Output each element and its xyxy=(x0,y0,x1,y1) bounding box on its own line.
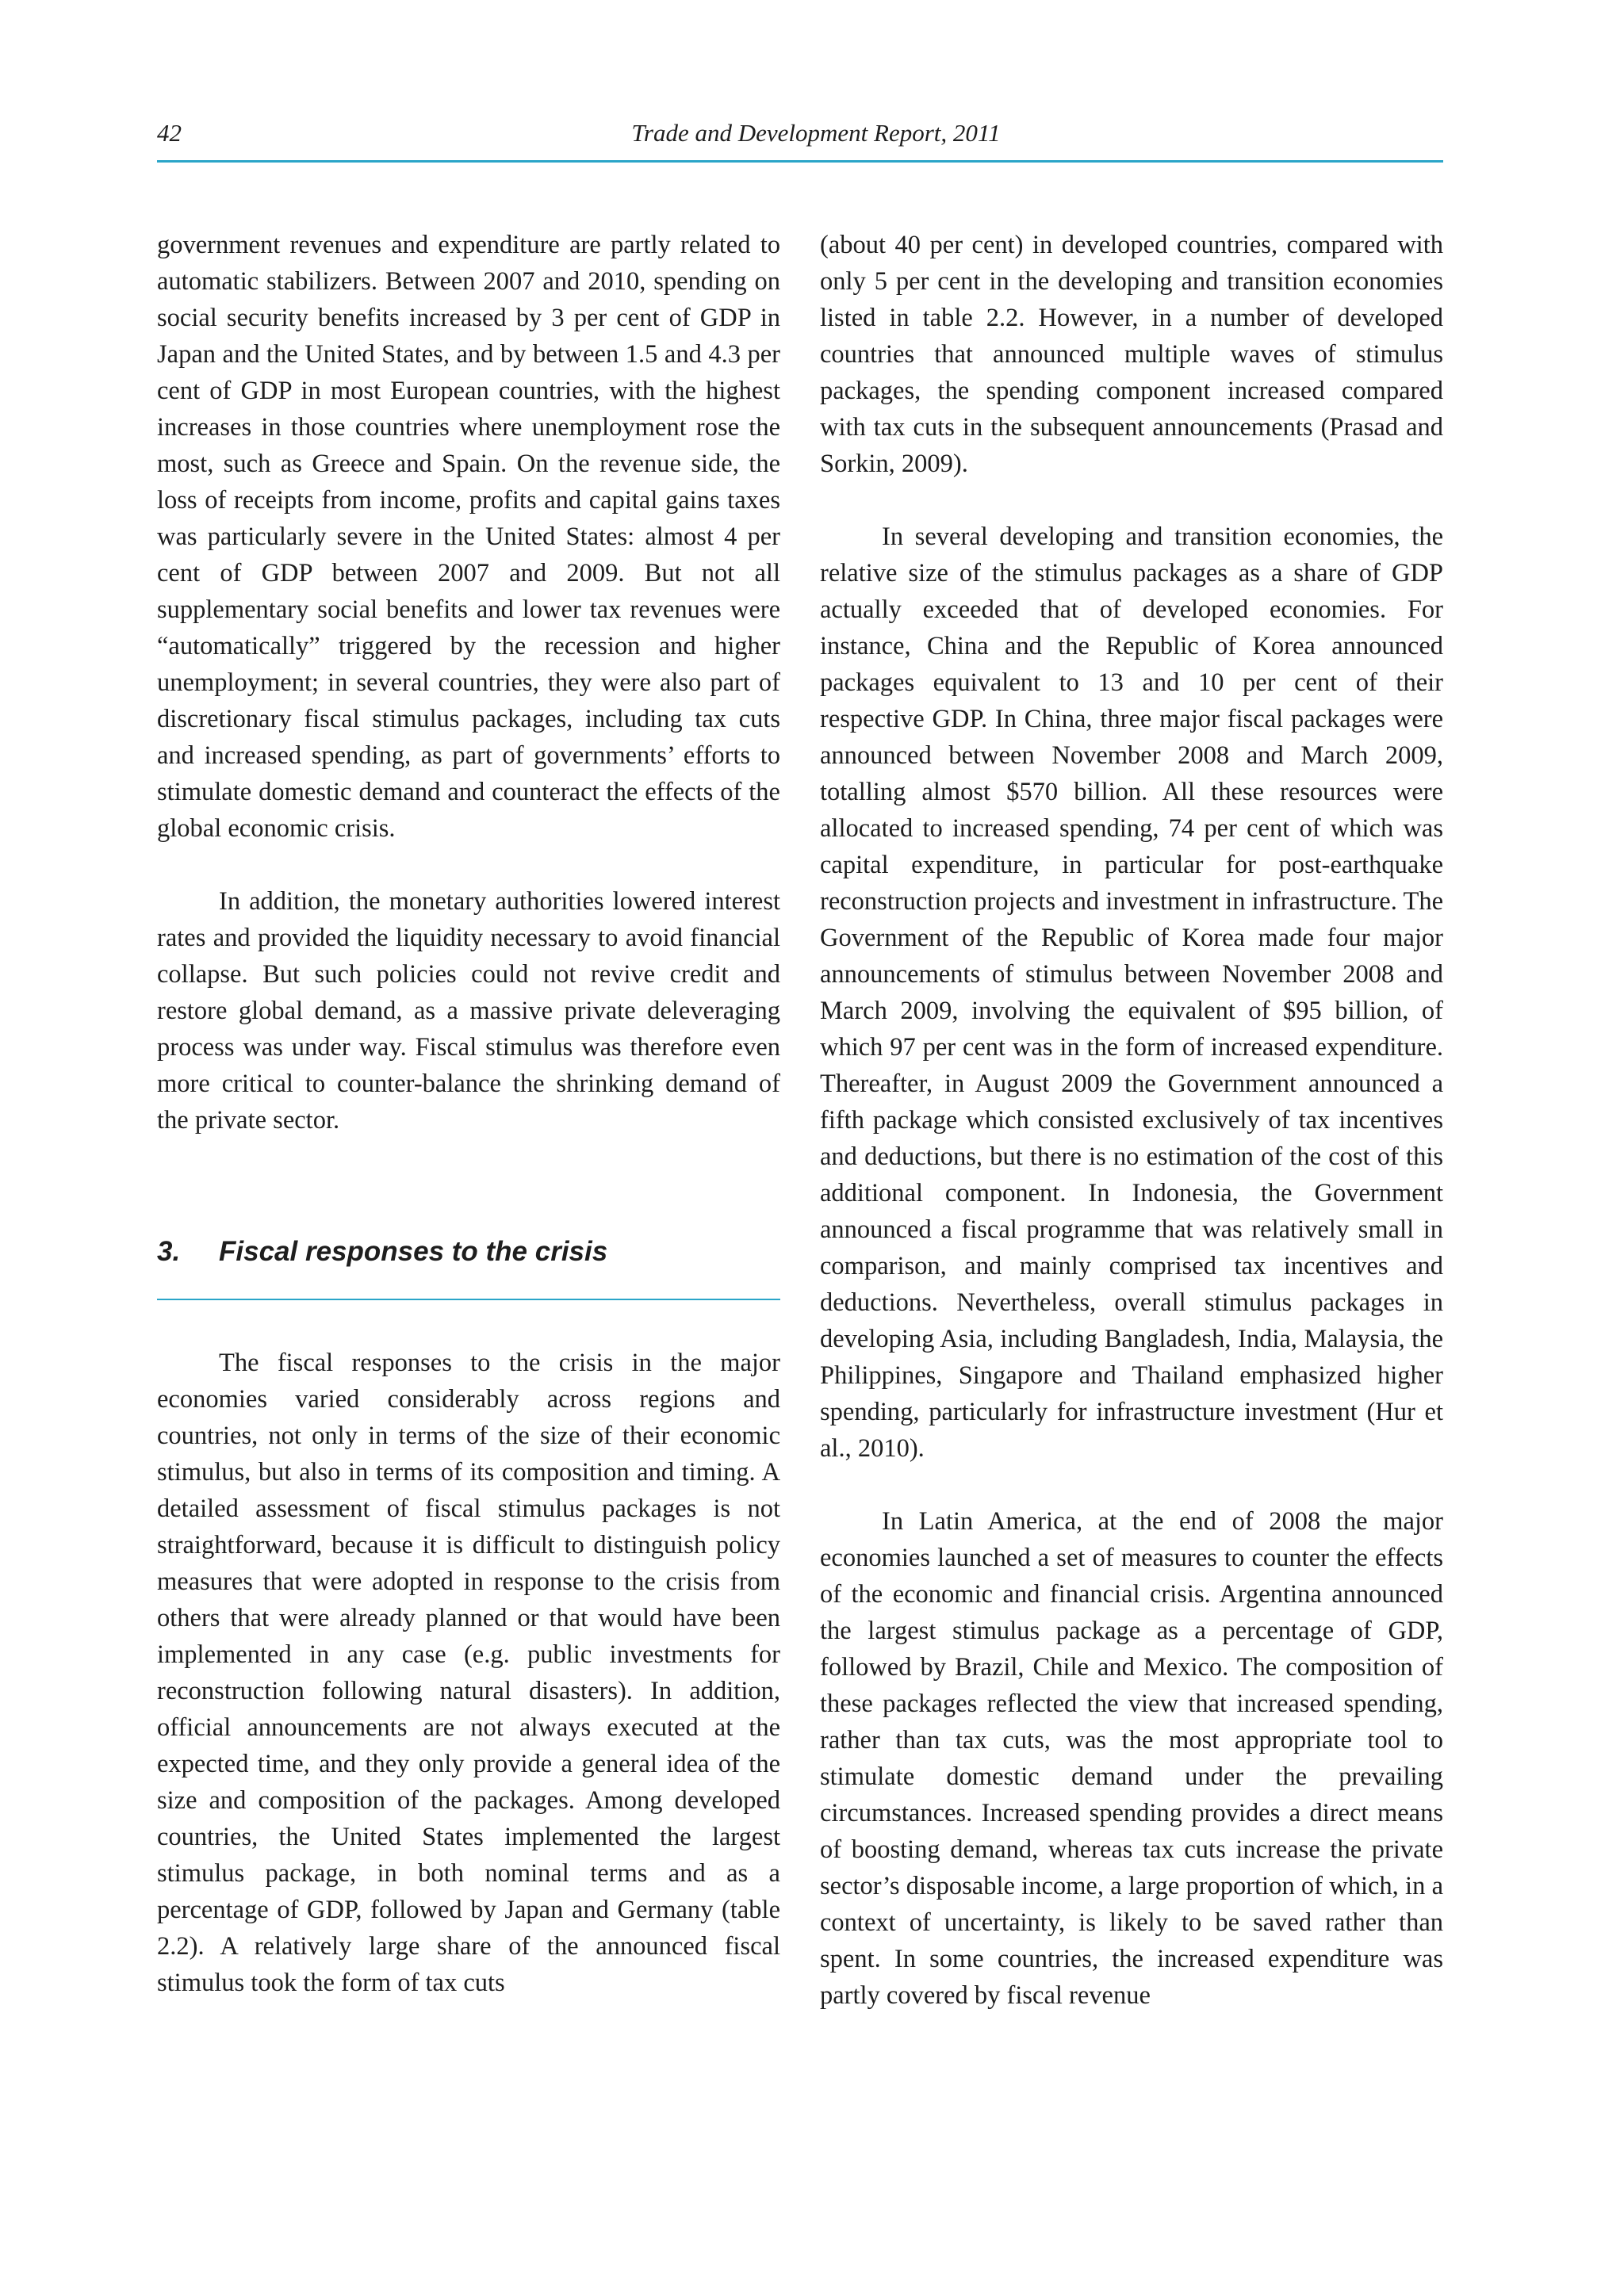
paragraph: government revenues and expenditure are partly related to automatic stabilizers. Between 2007 and 2010, spending on social security benefits increased by 3 per cent of GDP in Japan and the United States, and by between 1.5 and 4.3 per cent of GDP in most European countries, with the highest increases in those countries where unemployment rose the most, such as Greece and Spain. On the revenue side, the loss of receipts from income, profits and capital gains taxes was particularly severe in the United States: almost 4 per cent of GDP between 2007 and 2009. But not all supplementary social benefits and lower tax revenues were “automatically” triggered by the recession and higher unemployment; in several countries, they were also part of discretionary fiscal stimulus packages, including tax cuts and increased spending, as part of governments’ efforts to stimulate domestic demand and counteract the effects of the global economic crisis. xyxy=(157,231,780,843)
page-number: 42 xyxy=(157,119,182,147)
right-column xyxy=(820,227,1443,2014)
left-column xyxy=(157,227,780,2001)
running-header xyxy=(157,113,1443,160)
section-number: 3. xyxy=(157,1236,181,1267)
report-title: Trade and Development Report, 2011 xyxy=(631,119,1001,147)
paragraph: In addition, the monetary authorities lowered interest rates and provided the liquidity necessary to avoid financial collapse. But such policies could not revive credit and restore global demand, as a massive private deleveraging process was under way. Fiscal stimulus was therefore even more critical to counter-balance the shrinking demand of the private sector. xyxy=(157,887,780,1135)
section-heading xyxy=(157,1211,780,1270)
paragraph: The fiscal responses to the crisis in the major economies varied considerably across regions and countries, not only in terms of the size of their economic stimulus, but also in terms of its composition and timing. A detailed assessment of fiscal stimulus packages is not straightforward, because it is difficult to distinguish policy measures that were adopted in response to the crisis from others that were already planned or that would have been implemented in any case (e.g. public investments for reconstruction following natural disasters). In addition, official announcements are not always executed at the expected time, and they only provide a general idea of the size and composition of the packages. Among developed countries, the United States implemented the largest stimulus package, in both nominal terms and as a percentage of GDP, followed by Japan and Germany (table 2.2). A relatively large share of the announced fiscal stimulus took the form of tax cuts xyxy=(157,1349,780,1997)
section-title: Fiscal responses to the crisis xyxy=(219,1236,608,1267)
header-rule xyxy=(157,160,1443,163)
paragraph: (about 40 per cent) in developed countries, compared with only 5 per cent in the developing and transition economies listed in table 2.2. However, in a number of developed countries that announced multiple waves of stimulus packages, the spending component increased compared with tax cuts in the subsequent announcements (Prasad and Sorkin, 2009). xyxy=(820,231,1443,478)
paragraph: In several developing and transition economies, the relative size of the stimulus packages as a share of GDP actually exceeded that of developed economies. For instance, China and the Republic of Korea announced packages equivalent to 13 and 10 per cent of their respective GDP. In China, three major fiscal packages were announced between November 2008 and March 2009, totalling almost $570 billion. All these resources were allocated to increased spending, 74 per cent of which was capital expenditure, in particular for post-earthquake reconstruction projects and investment in infrastructure. The Government of the Republic of Korea made four major announcements of stimulus between November 2008 and March 2009, involving the equivalent of $95 billion, of which 97 per cent was in the form of increased expenditure. Thereafter, in August 2009 the Government announced a fifth package which consisted exclusively of tax incentives and deductions, but there is no estimation of the cost of this additional component. In Indonesia, the Government announced a fiscal programme that was relatively small in comparison, and mainly comprised tax incentives and deductions. Nevertheless, overall stimulus packages in developing Asia, including Bangladesh, India, Malaysia, the Philippines, Singapore and Thailand emphasized higher spending, particularly for infrastructure investment (Hur et al., 2010). xyxy=(820,522,1443,1463)
paragraph: In Latin America, at the end of 2008 the major economies launched a set of measures to counter the effects of the economic and financial crisis. Argentina announced the largest stimulus package as a percentage of GDP, followed by Brazil, Chile and Mexico. The composition of these packages reflected the view that increased spending, rather than tax cuts, was the most appropriate tool to stimulate domestic demand under the prevailing circumstances. Increased spending provides a direct means of boosting demand, whereas tax cuts increase the private sector’s disposable income, a large proportion of which, in a context of uncertainty, is likely to be saved rather than spent. In some countries, the increased expenditure was partly covered by fiscal revenue xyxy=(820,1507,1443,2010)
